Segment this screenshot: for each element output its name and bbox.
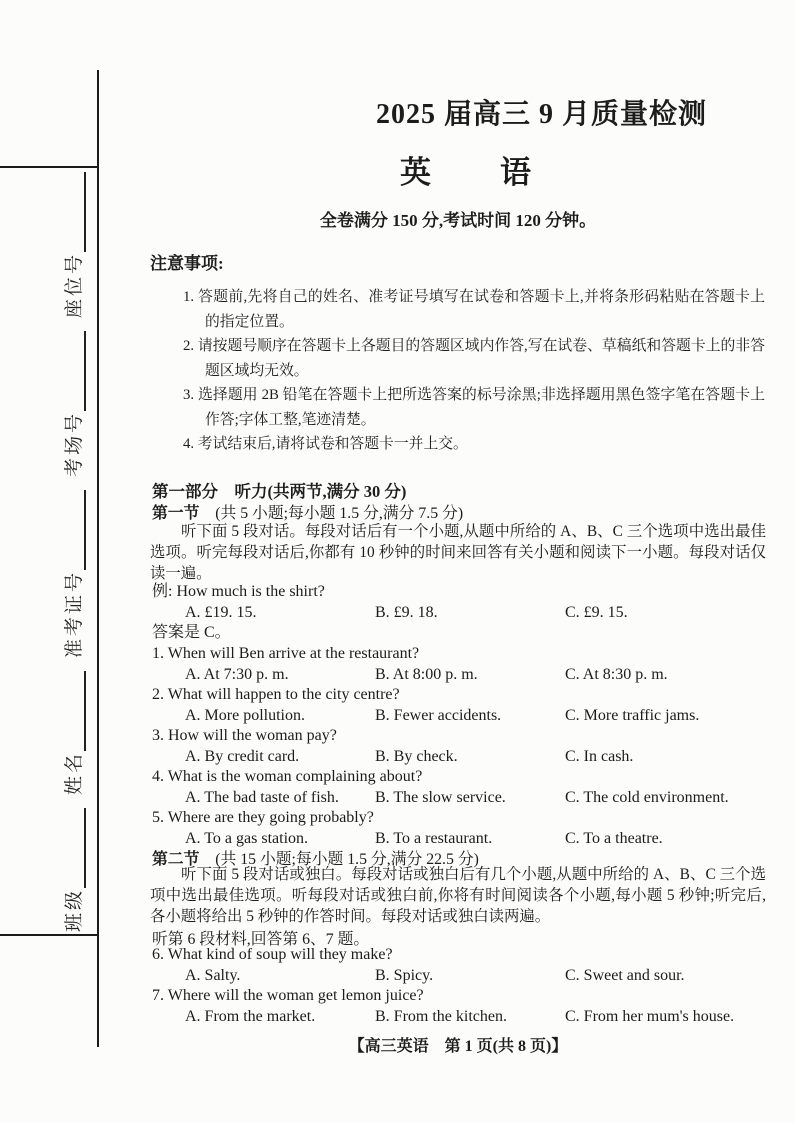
notice-section	[150, 252, 766, 457]
question-text: 6. What kind of soup will they make?	[152, 946, 393, 963]
example-option-b: B. £9. 18.	[375, 603, 438, 621]
option-b: B. At 8:00 p. m.	[375, 665, 478, 683]
seal-bottom-tick	[0, 934, 98, 936]
option-a: A. More pollution.	[185, 706, 305, 724]
question	[152, 945, 766, 986]
option-c: C. At 8:30 p. m.	[565, 665, 668, 683]
question	[152, 808, 766, 849]
option-b: B. Fewer accidents.	[375, 706, 502, 724]
section2-questions	[152, 945, 766, 1027]
section1-heading-rest: (共 5 小题;每小题 1.5 分,满分 7.5 分)	[199, 505, 464, 522]
seal-field	[59, 331, 86, 477]
seal-field-label: 姓名	[63, 751, 85, 796]
notice-item: 2. 请按题号顺序在答题卡上各题目的答题区域内作答,写在试卷、草稿纸和答题卡上的非答题区域均无效。	[183, 338, 765, 379]
section2-label: 第二节	[152, 851, 200, 868]
option-a: A. To a gas station.	[185, 829, 309, 847]
option-a: A. Salty.	[185, 966, 241, 984]
option-row	[152, 788, 766, 809]
section2-heading-rest: (共 15 小题;每小题 1.5 分,满分 22.5 分)	[199, 851, 479, 868]
seal-field	[59, 490, 86, 658]
example-block	[152, 582, 766, 644]
seal-field-blank	[64, 172, 86, 252]
question-text: 1. When will Ben arrive at the restaurant?	[152, 645, 420, 662]
seal-field-label: 班级	[63, 887, 85, 932]
exam-info-line: 全卷满分 150 分,考试时间 120 分钟。	[319, 211, 597, 230]
seal-field-label: 准考证号	[63, 570, 85, 659]
seal-vertical-rule	[97, 70, 99, 1047]
notice-item-list	[183, 285, 765, 457]
option-a: A. The bad taste of fish.	[185, 788, 339, 806]
example-question: 例: How much is the shirt?	[152, 583, 325, 600]
option-c: C. To a theatre.	[565, 829, 663, 847]
example-option-a: A. £19. 15.	[185, 603, 257, 621]
question	[152, 685, 766, 726]
question	[152, 986, 766, 1027]
question	[152, 726, 766, 767]
example-option-c: C. £9. 15.	[565, 603, 628, 621]
option-b: B. To a restaurant.	[375, 829, 493, 847]
notice-item: 1. 答题前,先将自己的姓名、准考证号填写在试卷和答题卡上,并将条形码粘贴在答题卡上的指定位置。	[183, 289, 765, 330]
part1-heading: 第一部分 听力(共两节,满分 30 分)	[152, 482, 407, 501]
exam-content	[150, 0, 766, 1123]
option-row	[152, 966, 766, 987]
option-c: C. From her mum's house.	[565, 1007, 735, 1025]
question-text: 3. How will the woman pay?	[152, 727, 337, 744]
option-a: A. From the market.	[185, 1007, 316, 1025]
section1-label: 第一节	[152, 505, 200, 522]
option-row	[152, 747, 766, 768]
seal-field-blank	[64, 331, 86, 411]
seal-field-blank	[64, 490, 86, 570]
section1-heading	[152, 500, 463, 523]
notice-heading: 注意事项:	[150, 254, 224, 273]
seal-field-blank	[64, 671, 86, 751]
seal-field-blank	[64, 808, 86, 888]
page-footer: 【高三英语 第 1 页(共 8 页)】	[348, 1038, 568, 1055]
seal-top-tick	[0, 166, 98, 168]
seal-line-labels	[49, 172, 95, 932]
option-b: B. By check.	[375, 747, 458, 765]
notice-item: 4. 考试结束后,请将试卷和答题卡一并上交。	[183, 436, 468, 452]
option-c: C. More traffic jams.	[565, 706, 700, 724]
seal-field	[59, 172, 86, 318]
option-row	[152, 1007, 766, 1028]
option-c: C. In cash.	[565, 747, 634, 765]
section2-instructions: 听下面 5 段对话或独白。每段对话或独白后有几个小题,从题中所给的 A、B、C 三个选项中选出最佳选项。听每段对话或独白前,你将有时间阅读各个小题,每小题 5 秒钟;听完后,各小题将给出 5 秒钟的作答时间。每段对话或独白读两遍。	[150, 866, 766, 926]
subject-title: 英语	[400, 155, 600, 190]
option-a: A. At 7:30 p. m.	[185, 665, 289, 683]
seal-field	[59, 808, 86, 932]
question-text: 2. What will happen to the city centre?	[152, 686, 400, 703]
section1-questions	[152, 644, 766, 849]
option-c: C. Sweet and sour.	[565, 966, 685, 984]
example-option-row	[152, 603, 766, 624]
option-b: B. From the kitchen.	[375, 1007, 507, 1025]
seal-field	[59, 671, 86, 795]
option-c: C. The cold environment.	[565, 788, 729, 806]
option-b: B. The slow service.	[375, 788, 506, 806]
question-text: 4. What is the woman complaining about?	[152, 768, 423, 785]
section1-instructions: 听下面 5 段对话。每段对话后有一个小题,从题中所给的 A、B、C 三个选项中选出最佳选项。听完每段对话后,你都有 10 秒钟的时间来回答有关小题和阅读下一小题。每段对话仅读一遍。	[150, 523, 766, 583]
example-answer: 答案是 C。	[152, 624, 231, 641]
option-b: B. Spicy.	[375, 966, 434, 984]
exam-title: 2025 届高三 9 月质量检测	[376, 99, 708, 130]
seal-field-label: 座位号	[63, 252, 85, 319]
option-a: A. By credit card.	[185, 747, 300, 765]
question-text: 5. Where are they going probably?	[152, 809, 374, 826]
notice-item: 3. 选择题用 2B 铅笔在答题卡上把所选答案的标号涂黑;非选择题用黑色签字笔在答题卡上作答;字体工整,笔迹清楚。	[183, 387, 765, 428]
option-row	[152, 706, 766, 727]
seal-field-label: 考场号	[63, 411, 85, 478]
question-text: 7. Where will the woman get lemon juice?	[152, 987, 424, 1004]
question	[152, 767, 766, 808]
question	[152, 644, 766, 685]
material-note: 听第 6 段材料,回答第 6、7 题。	[152, 931, 370, 948]
option-row	[152, 665, 766, 686]
